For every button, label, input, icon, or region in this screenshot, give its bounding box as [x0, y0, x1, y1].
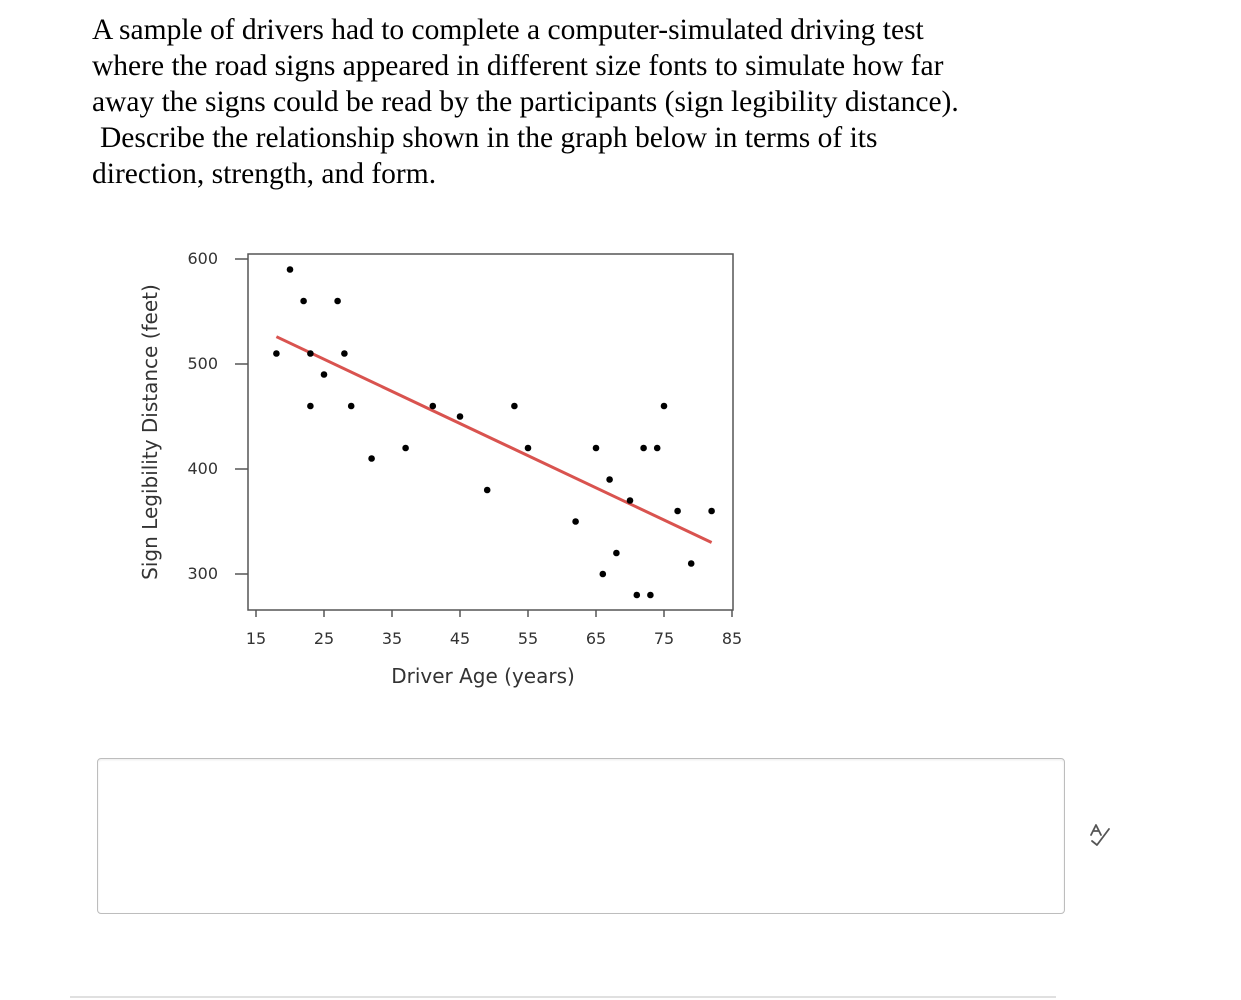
data-point — [634, 592, 641, 599]
data-point — [572, 518, 579, 525]
y-axis-title: Sign Legibility Distance (feet) — [138, 284, 162, 580]
question-line: where the road signs appeared in different size fonts to simulate how far — [92, 50, 944, 82]
data-point — [640, 445, 647, 452]
x-tick-label: 25 — [313, 629, 335, 648]
data-point — [593, 445, 600, 452]
answer-box[interactable] — [97, 758, 1065, 914]
x-tick-label: 75 — [653, 629, 675, 648]
data-point — [334, 298, 341, 305]
x-tick-label: 65 — [585, 629, 607, 648]
data-point — [627, 497, 634, 504]
data-point — [600, 571, 607, 578]
data-point — [341, 350, 348, 357]
data-point — [613, 550, 620, 557]
data-point — [287, 266, 294, 273]
data-point — [300, 298, 307, 305]
data-point — [307, 403, 314, 410]
y-tick-label: 300 — [187, 564, 218, 583]
y-tick-label: 600 — [187, 249, 218, 268]
x-tick-label: 45 — [449, 629, 471, 648]
question-line: Describe the relationship shown in the graph below in terms of its — [100, 122, 878, 154]
x-axis — [246, 610, 742, 648]
data-point — [307, 350, 314, 357]
x-tick-label: 35 — [381, 629, 403, 648]
data-point — [484, 487, 491, 494]
data-point — [368, 455, 375, 462]
x-tick-label: 15 — [245, 629, 267, 648]
y-tick-label: 400 — [187, 459, 218, 478]
data-points — [273, 266, 715, 598]
question-line: away the signs could be read by the participants (sign legibility distance). — [92, 86, 959, 118]
data-point — [647, 592, 654, 599]
data-point — [708, 508, 715, 515]
regression-line — [276, 337, 711, 543]
spellcheck-icon[interactable] — [1088, 822, 1114, 848]
data-point — [525, 445, 532, 452]
question-line: A sample of drivers had to complete a computer-simulated driving test — [92, 14, 924, 46]
data-point — [457, 413, 464, 420]
x-axis-title: Driver Age (years) — [391, 664, 575, 688]
data-point — [273, 350, 280, 357]
y-axis — [187, 249, 248, 583]
data-point — [674, 508, 681, 515]
plot-frame — [248, 254, 733, 610]
data-point — [321, 371, 328, 378]
data-point — [654, 445, 661, 452]
data-point — [402, 445, 409, 452]
y-tick-label: 500 — [187, 354, 218, 373]
data-point — [430, 403, 437, 410]
data-point — [688, 560, 695, 567]
question-line: direction, strength, and form. — [92, 158, 437, 190]
divider — [70, 996, 1056, 998]
data-point — [661, 403, 668, 410]
x-tick-label: 55 — [517, 629, 539, 648]
answer-input[interactable] — [98, 759, 1064, 913]
data-point — [511, 403, 518, 410]
data-point — [348, 403, 355, 410]
x-tick-label: 85 — [721, 629, 743, 648]
data-point — [606, 476, 613, 483]
